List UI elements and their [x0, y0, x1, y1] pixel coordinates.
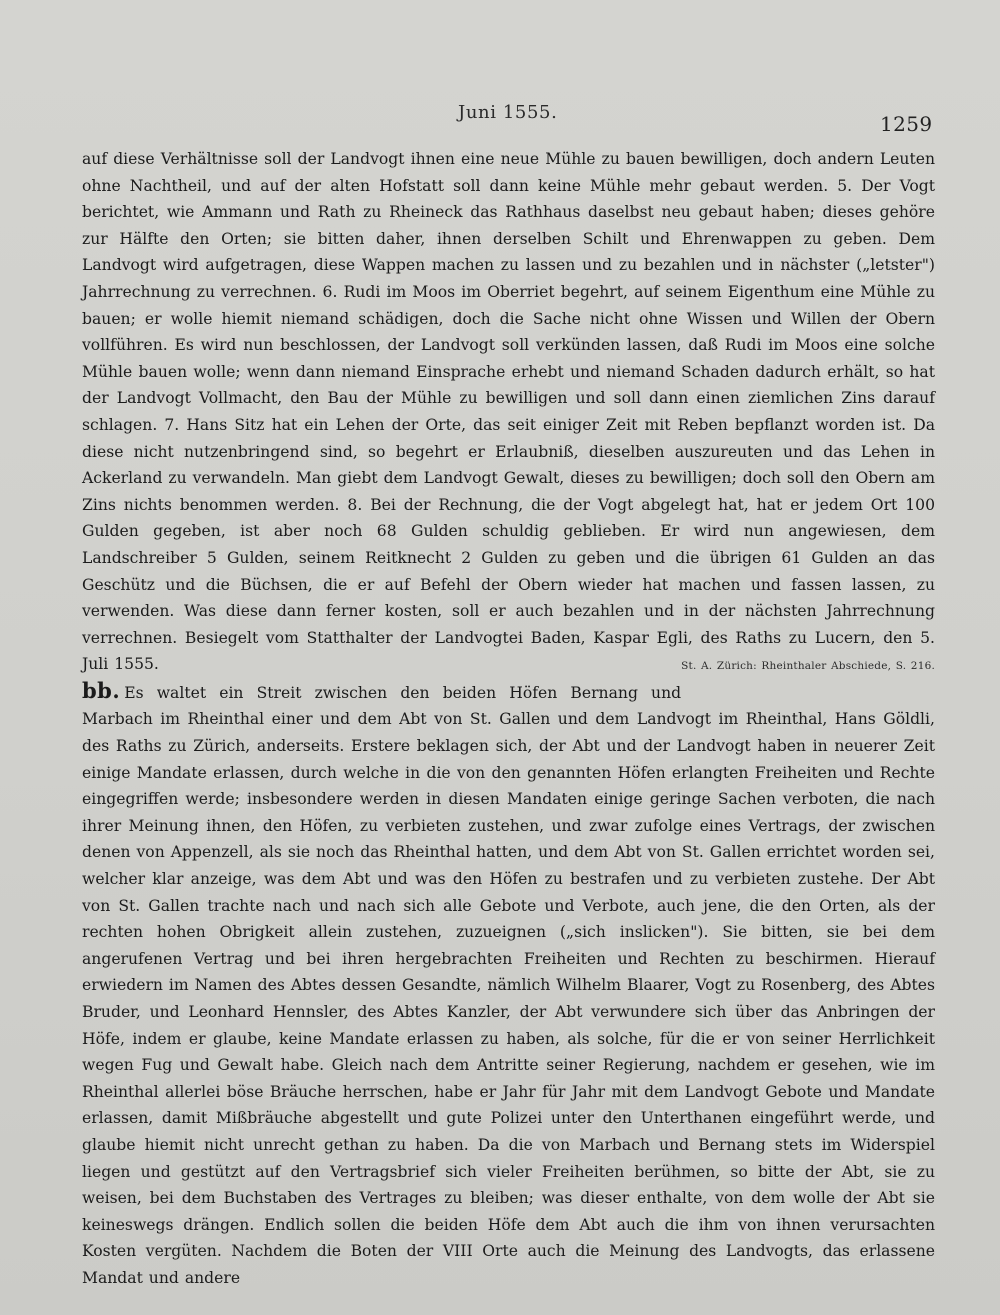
paragraph-1-text: auf diese Verhältnisse soll der Landvogt ihnen eine neue Mühle zu bauen bewilligen, doch andern Leuten ohne Nachtheil, und auf der alten Hofstatt soll dann keine Mühle mehr gebaut werden. 5. Der Vogt berichtet, wie Ammann und Rath zu Rheineck das Rathhaus daselbst neu gebaut haben; dieses gehöre zur Hälfte den Orten; sie bitten daher, ihnen derselben Schilt und Ehrenwappen zu geben. Dem Landvogt wird aufgetragen, diese Wappen machen zu lassen und zu bezahlen und in nächster („letster") Jahrrechnung zu verrechnen. 6. Rudi im Moos im Oberriet begehrt, auf seinem Eigenthum eine Mühle zu bauen; er wolle hiemit niemand schädigen, doch die Sache nicht ohne Wissen und Willen der Obern vollführen. Es wird nun beschlossen, der Landvogt soll verkünden lassen, daß Rudi im Moos eine solche Mühle bauen wolle; wenn dann niemand Einsprache erhebt und niemand Schaden dadurch erhält, so hat der Landvogt Vollmacht, den Bau der Mühle zu bewilligen und soll dann einen ziemlichen Zins darauf schlagen. 7. Hans Sitz hat ein Lehen der Orte, das seit einiger Zeit mit Reben bepflanzt worden ist. Da diese nicht nutzenbringend sind, so begehrt er Erlaubniß, dieselben auszureuten und das Lehen in Ackerland zu verwandeln. Man giebt dem Landvogt Gewalt, dieses zu bewilligen; doch soll den Obern am Zins nichts benommen werden. 8. Bei der Rechnung, die der Vogt abgelegt hat, hat er jedem Ort 100 Gulden gegeben, ist aber noch 68 Gulden schuldig geblieben. Er wird nun angewiesen, dem Landschreiber 5 Gulden, seinem Reitknecht 2 Gulden zu geben und die übrigen 61 Gulden an das Geschütz und die Büchsen, die er auf Befehl der Obern wieder hat machen und fassen lassen, zu verwenden. Was diese dann ferner kosten, soll er auch bezahlen und in der nächsten Jahrrechnung verrechnen. Besiegelt vom Statthalter der Landvogtei Baden, Kaspar Egli, des Raths zu Lucern, den 5. Juli 1555.	[82, 150, 935, 674]
page-number: 1259	[880, 112, 933, 136]
paragraph-1	[82, 146, 935, 678]
paragraph-2	[82, 678, 935, 1292]
document-body	[82, 146, 935, 1292]
section-marker: bb.	[82, 677, 121, 703]
paragraph-2-text: Es waltet ein Streit zwischen den beiden Höfen Bernang und Marbach im Rheinthal einer und dem Abt von St. Gallen und dem Landvogt im Rheinthal, Hans Göldli, des Raths zu Zürich, anderseits. Erstere beklagen sich, der Abt und der Landvogt haben in neuerer Zeit einige Mandate erlassen, durch welche in die von den genannten Höfen erlangten Freiheiten und Rechte eingegriffen werde; insbesondere werden in diesen Mandaten einige geringe Sachen verboten, die nach ihrer Meinung ihnen, den Höfen, zu verbieten zustehen, und zwar zufolge eines Vertrags, der zwischen denen von Appenzell, als sie noch das Rheinthal hatten, und dem Abt von St. Gallen errichtet worden sei, welcher klar anzeige, was dem Abt und was den Höfen zu bestrafen und zu verbieten zustehe. Der Abt von St. Gallen trachte nach und nach sich alle Gebote und Verbote, auch jene, die den Orten, als der rechten hohen Obrigkeit allein zustehen, zuzueignen („sich inslicken"). Sie bitten, sie bei dem angerufenen Vertrag und bei ihren hergebrachten Freiheiten und Rechten zu beschirmen. Hierauf erwiedern im Namen des Abtes dessen Gesandte, nämlich Wilhelm Blaarer, Vogt zu Rosenberg, des Abtes Bruder, und Leonhard Hennsler, des Abtes Kanzler, der Abt verwundere sich über das Anbringen der Höfe, indem er glaube, keine Mandate erlassen zu haben, als solche, für die er von seiner Herrlichkeit wegen Fug und Gewalt habe. Gleich nach dem Antritte seiner Regierung, nachdem er gesehen, wie im Rheinthal allerlei böse Bräuche herrschen, habe er Jahr für Jahr mit dem Landvogt Gebote und Mandate erlassen, damit Mißbräuche abgestellt und gute Polizei unter den Unterthanen eingeführt werde, und glaube hiemit nicht unrecht gethan zu haben. Da die von Marbach und Bernang stets im Widerspiel liegen und gestützt auf den Vertragsbrief sich vieler Freiheiten berühmen, so bitte der Abt, sie zu weisen, bei dem Buchstaben des Vertrages zu bleiben; was dieser enthalte, von dem wolle der Abt sie keineswegs drängen. Endlich sollen die beiden Höfe dem Abt auch die ihm von ihnen verursachten Kosten vergüten. Nachdem die Boten der VIII Orte auch die Meinung des Landvogts, das erlassene Mandat und andere	[82, 683, 935, 1287]
page-header	[0, 102, 1000, 136]
source-citation: St. A. Zürich: Rheinthaler Abschiede, S. 216.	[681, 660, 935, 673]
running-head: Juni 1555.	[458, 102, 558, 123]
